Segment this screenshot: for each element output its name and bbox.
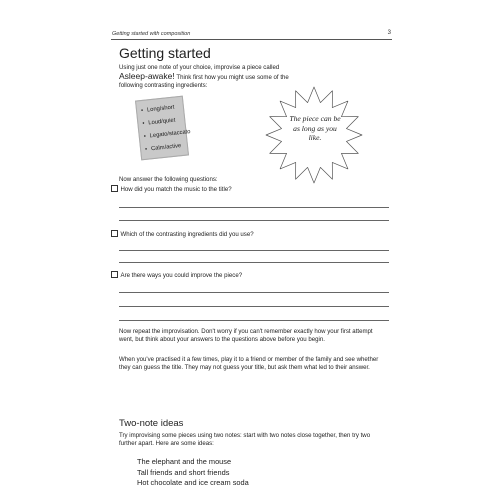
ingredients-card [135, 96, 189, 161]
intro-text-before: Using just one note of your choice, improvise a piece called [119, 64, 280, 71]
checkbox-icon[interactable] [111, 185, 118, 192]
questions-prompt: Now answer the following questions: [119, 176, 218, 183]
ingredients-list [136, 97, 191, 158]
checkbox-icon[interactable] [111, 271, 118, 278]
two-note-title: Two-note ideas [119, 418, 184, 429]
ideas-list [137, 457, 249, 489]
ingredient-label: Legato/staccato [149, 129, 191, 140]
answer-line[interactable] [119, 320, 389, 321]
idea-item: The elephant and the mouse [137, 457, 232, 466]
answer-line[interactable] [119, 262, 389, 263]
question-text: Which of the contrasting ingredients did you use? [120, 231, 254, 238]
two-note-intro: Try improvising some pieces using two notes: start with two notes close together, then try two further apart. Here are some ideas: [119, 432, 371, 447]
ingredient-label: Calm/active [150, 143, 182, 153]
page-number: 3 [387, 30, 391, 36]
answer-line[interactable] [119, 292, 389, 293]
bullet-icon: • [140, 107, 144, 115]
sun-note: The piece can be as long as you like. [289, 114, 341, 142]
answer-line[interactable] [119, 250, 389, 251]
answer-line[interactable] [119, 207, 389, 208]
header-divider [111, 39, 392, 40]
answer-line[interactable] [119, 220, 389, 221]
running-header: Getting started with composition [112, 31, 191, 37]
practised-paragraph: When you've practised it a few times, play it to a friend or member of the family and see whether they can guess the title. They may not guess your title, but ask them what led to their answer. [119, 356, 379, 371]
intro-text-after: Think first how you might use some of the following contrasting ingredients: [119, 74, 289, 89]
checkbox-icon[interactable] [111, 230, 118, 237]
ingredient-label: Long/short [146, 104, 175, 114]
idea-item: Hot chocolate and ice cream soda [137, 478, 249, 487]
piece-title: Asleep-awake! [119, 71, 175, 81]
ingredient-label: Loud/quiet [148, 117, 176, 127]
bullet-icon: • [144, 146, 148, 153]
idea-item: Tall friends and short friends [137, 467, 230, 477]
question-2 [111, 230, 254, 238]
bullet-icon: • [143, 133, 147, 140]
answer-line[interactable] [119, 306, 389, 307]
question-text: Are there ways you could improve the piece? [120, 272, 243, 279]
bullet-icon: • [142, 120, 145, 128]
question-3 [111, 271, 242, 279]
question-1 [111, 185, 232, 193]
section-title: Getting started [119, 45, 211, 61]
question-text: How did you match the music to the title? [120, 186, 232, 193]
repeat-paragraph: Now repeat the improvisation. Don't worry if you can't remember exactly how your first attempt went, but think about your answers to the questions above before you begin. [119, 328, 373, 343]
